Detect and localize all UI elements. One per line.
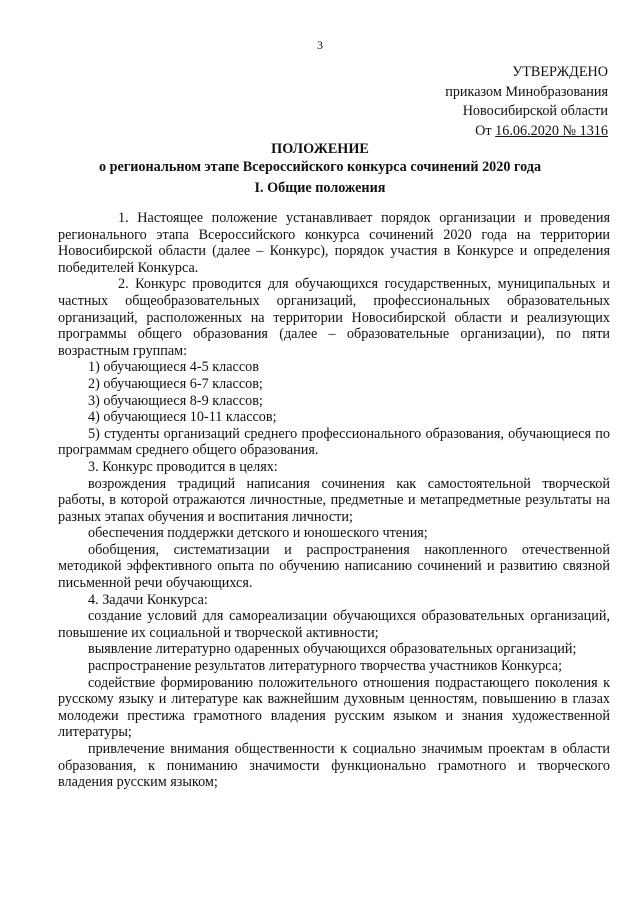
goal-item-2: обеспечения поддержки детского и юношеского чтения;: [88, 525, 428, 542]
approval-line-region: Новосибирской области: [462, 103, 608, 119]
list-item-age-group-1: 1) обучающиеся 4-5 классов: [88, 359, 259, 376]
paragraph-4: 4. Задачи Конкурса:: [88, 591, 208, 608]
approval-date-prefix: От: [475, 122, 496, 139]
document-body: [58, 210, 610, 791]
task-item-5: привлечение внимания общественности к социально значимым проектам в области образования, к пониманию значимости функционально грамотного и творческого владения русским языком;: [58, 741, 610, 791]
page-number: 3: [317, 38, 323, 52]
task-item-4: содействие формированию положительного отношения подрастающего поколения к русскому языку и литературе как важнейшим духовным ценностям, повышению в глазах молодежи престижа грамотного владения русским языком и знания художественной литературы;: [58, 674, 610, 741]
document-title: ПОЛОЖЕНИЕ: [271, 141, 369, 157]
list-item-age-group-3: 3) обучающиеся 8-9 классов;: [88, 392, 263, 409]
approval-line-approved: УТВЕРЖДЕНО: [512, 64, 608, 80]
approval-date-number: 16.06.2020 № 1316: [495, 122, 608, 139]
list-item-age-group-5: 5) студенты организаций среднего профессионального образования, обучающиеся по программам среднего общего образования.: [58, 425, 610, 459]
task-item-3: распространение результатов литературного творчества участников Конкурса;: [88, 658, 563, 675]
list-item-age-group-2: 2) обучающиеся 6-7 классов;: [88, 375, 263, 392]
approval-stamp: [445, 63, 608, 141]
task-item-1: создание условий для самореализации обучающихся образовательных организаций, повышение их социальной и творческой активности;: [58, 608, 610, 641]
list-item-age-group-4: 4) обучающиеся 10-11 классов;: [88, 409, 277, 426]
paragraph-2: 2. Конкурс проводится для обучающихся государственных, муниципальных и частных общеобразовательных организаций, профессиональных образовательных организаций, расположенных на территории Новосибирской области и реализующих программы общего образования (далее – образовательные организации), по пяти возрастным группам:: [58, 276, 610, 359]
paragraph-1: 1. Настоящее положение устанавливает порядок организации и проведения регионального этапа Всероссийского конкурса сочинений 2020 года на территории Новосибирской области (далее – Конкурс), порядок участия в Конкурсе и определения победителей Конкурса.: [58, 210, 610, 276]
approval-line-date: [445, 122, 608, 142]
document-subtitle: о региональном этапе Всероссийского конкурса сочинений 2020 года: [98, 159, 542, 175]
goal-item-3: обобщения, систематизации и распространения накопленного отечественной методикой эффективного опыта по обучению написанию сочинений и развитию связной письменной речи обучающихся.: [58, 541, 610, 592]
approval-line-order: приказом Минобразования: [445, 83, 608, 100]
section-heading: I. Общие положения: [254, 180, 386, 196]
task-item-2: выявление литературно одаренных обучающихся образовательных организаций;: [88, 641, 577, 658]
paragraph-3: 3. Конкурс проводится в целях:: [88, 458, 278, 475]
goal-item-1: возрождения традиций написания сочинения как самостоятельной творческой работы, в которой отражаются личностные, предметные и метапредметные результаты на разных этапах обучения и воспитания личности;: [58, 475, 610, 525]
